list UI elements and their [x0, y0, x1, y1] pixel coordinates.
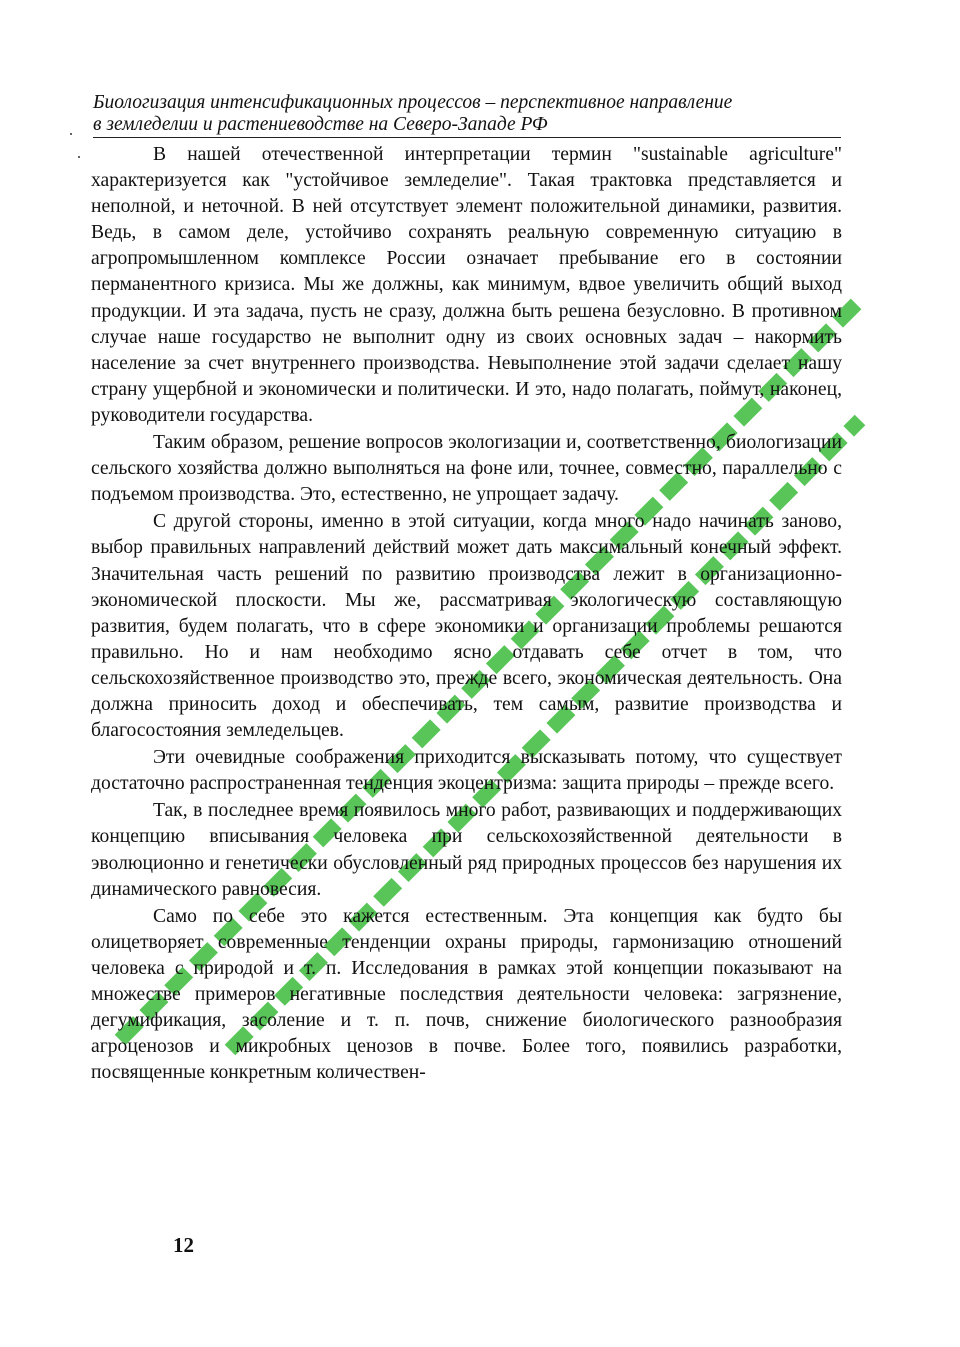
paragraph-4: Эти очевидные соображения приходится высказывать потому, что существует достаточно распространенная тенденция экоцентризма: защита природы – прежде всего.: [91, 747, 842, 795]
paragraph-1: В нашей отечественной интерпретации термин "sustainable agriculture" характеризуется как "устойчивое земледелие". Такая трактовка представляется и неполной, и неточной. В ней отсутствует элемент положительной динамики, развития. Ведь, в самом деле, устойчиво сохранять реальную современную ситуацию в агропромышленном комплексе России означает пребывание его в состоянии перманентного кризиса. Мы же должны, как минимум, вдвое увеличить общий выход продукции. И эта задача, пусть не сразу, должна быть решена безусловно. В противном случае наше государство не выполнит одну из своих основных задач – накормить население за счет внутреннего производства. Невыполнение этой задачи сделает нашу страну ущербной и экономически и политически. И это, надо полагать, поймут, наконец, руководители государства.: [91, 144, 842, 426]
page-number: 12: [173, 1233, 194, 1257]
scan-speck: [70, 133, 72, 135]
scan-speck: [78, 156, 80, 158]
header-line-1: Биологизация интенсификационных процессов – перспективное направление: [93, 92, 733, 113]
paragraph-6: Само по себе это кажется естественным. Эта концепция как будто бы олицетворяет современные тенденции охраны природы, гармонизацию отношений человека с природой и т. п. Исследования в рамках этой концепции показывают на множестве примеров негативные последствия деятельности человека: загрязнение, дегумификация, засоление и т. п. почв, снижение биологического разнообразия агроценозов и микробных ценозов в почве. Более того, появились разработки, посвященные конкретным количествен-: [91, 905, 842, 1084]
paragraph-3: С другой стороны, именно в этой ситуации, когда много надо начинать заново, выбор правильных направлений действий может дать максимальный конечный эффект. Значительная часть решений по развитию производства лежит в организационно-экономической плоскости. Мы же, рассматривая экологическую составляющую развития, будем полагать, что в сфере экономики и организации проблемы решаются правильно. Но и нам необходимо ясно отдавать себе отчет в том, что сельскохозяйственное производство это, прежде всего, экономическая деятельность. Она должна приносить доход и обеспечивать, тем самым, развитие производства и благосостояния земледельцев.: [91, 511, 842, 742]
body-text: [91, 142, 842, 1086]
paragraph-2: Таким образом, решение вопросов экологизации и, соответственно, биологизации сельского хозяйства должно выполняться на фоне или, точнее, совместно, параллельно с подъемом производства. Это, естественно, не упрощает задачу.: [91, 432, 842, 506]
running-header: [93, 92, 841, 138]
paragraph-5: Так, в последнее время появилось много работ, развивающих и поддерживающих концепцию вписывания человека при сельскохозяйственной деятельности в эволюционно и генетически обусловленный ряд природных процессов без нарушения их динамического равновесия.: [91, 800, 842, 900]
header-line-2: в земледелии и растениеводстве на Северо-Западе РФ: [93, 114, 548, 135]
